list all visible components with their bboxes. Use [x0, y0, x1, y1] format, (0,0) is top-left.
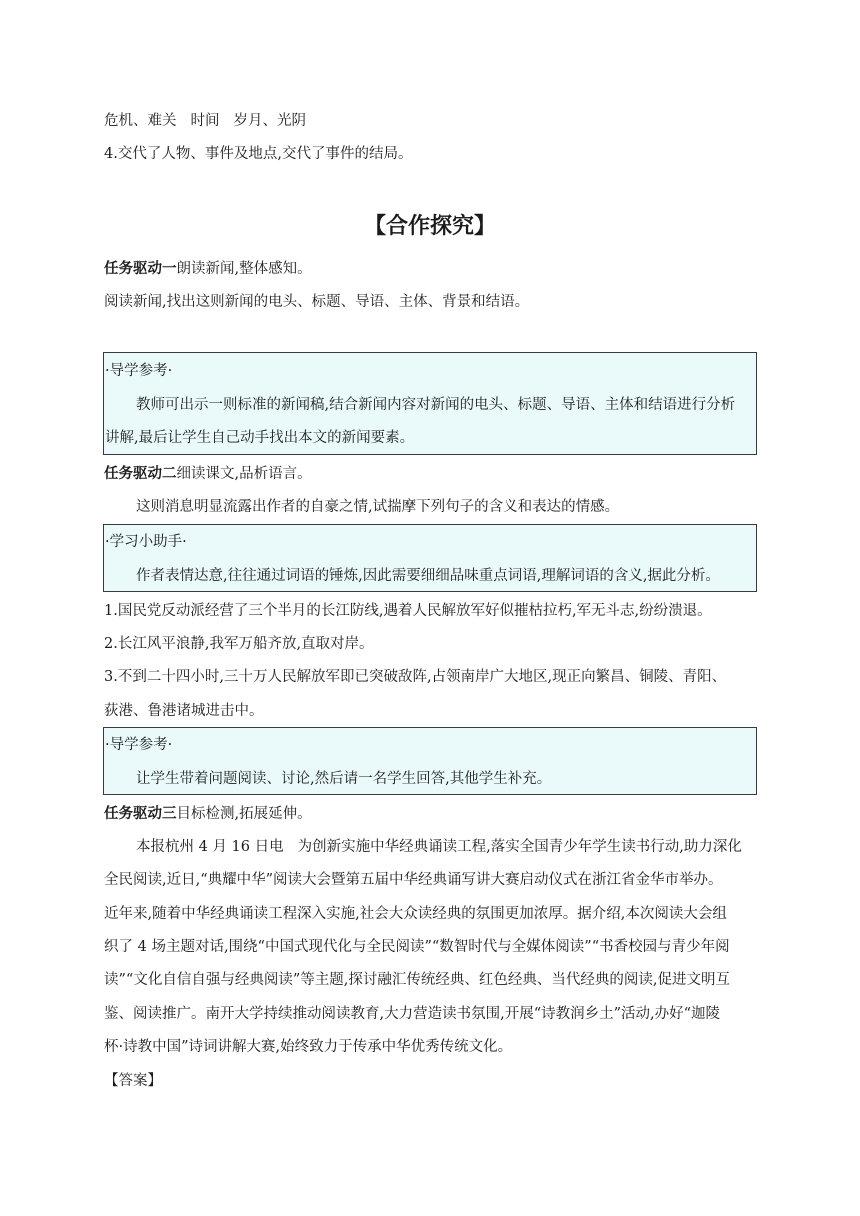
word-group-3: 岁月、光阴	[233, 113, 306, 129]
section-title: 【合作探究】	[363, 214, 496, 239]
sentence-2: 2.长江风平浪静,我军万船齐放,直取对岸。	[104, 636, 374, 652]
passage-line-1-text: 为创新实施中华经典诵读工程,落实全国青少年学生读书行动,助力深化	[297, 839, 742, 855]
passage-line-4: 织了 4 场主题对话,围绕“中国式现代化与全民阅读”“数智时代与全媒体阅读”“书香校园与青少年阅	[104, 939, 730, 955]
box-1-line-2: 讲解,最后让学生自己动手找出本文的新闻要素。	[105, 430, 415, 446]
passage-line-7: 杯·诗教中国”诗词讲解大赛,始终致力于传承中华优秀传统文化。	[104, 1039, 513, 1055]
box-1-title: ·导学参考·	[105, 363, 173, 379]
study-helper-box	[103, 524, 757, 592]
passage-dateline: 本报杭州 4 月 16 日电	[136, 839, 284, 855]
passage-line-1	[136, 837, 742, 857]
answer-label: 【答案】	[104, 1073, 162, 1089]
passage-line-2: 全民阅读,近日,“典耀中华”阅读大会暨第五届中华经典诵写讲大赛启动仪式在浙江省金华市举办。	[104, 872, 723, 888]
task-3-label: 任务驱动三	[104, 805, 177, 822]
word-group-1: 危机、难关	[104, 113, 177, 129]
task-3-text: 目标检测,拓展延伸。	[176, 806, 312, 822]
guide-reference-box-2	[103, 727, 757, 795]
box-1-line-1: 教师可出示一则标准的新闻稿,结合新闻内容对新闻的电头、标题、导语、主体和结语进行分析	[136, 397, 736, 413]
answer-line-words	[104, 111, 306, 131]
word-group-2: 时间	[190, 113, 220, 129]
box-2-line-1: 作者表情达意,往往通过词语的锤炼,因此需要细细品味重点词语,理解词语的含义,据此分析。	[136, 568, 720, 584]
sentence-3a: 3.不到二十四小时,三十万人民解放军即已突破敌阵,占领南岸广大地区,现正向繁昌、铜陵、青阳、	[104, 669, 727, 685]
answer-line-4: 4.交代了人物、事件及地点,交代了事件的结局。	[104, 146, 413, 162]
guide-reference-box-1	[103, 352, 757, 455]
passage-line-6: 鉴、阅读推广。南开大学持续推动阅读教育,大力营造读书氛围,开展“诗教润乡土”活动,办好“迦陵	[104, 1006, 721, 1022]
passage-line-5: 读”“文化自信自强与经典阅读”等主题,探讨融汇传统经典、红色经典、当代经典的阅读,促进文明互	[104, 972, 730, 988]
task-2	[104, 464, 312, 484]
task-2-text: 细读课文,品析语言。	[176, 466, 312, 482]
box-2-title: ·学习小助手·	[105, 534, 187, 550]
task-2-instruction: 这则消息明显流露出作者的自豪之情,试揣摩下列句子的含义和表达的情感。	[136, 499, 620, 515]
sentence-1: 1.国民党反动派经营了三个半月的长江防线,遇着人民解放军好似摧枯拉朽,军无斗志,纷纷溃退。	[104, 603, 712, 619]
task-1-instruction: 阅读新闻,找出这则新闻的电头、标题、导语、主体、背景和结语。	[104, 294, 530, 310]
passage-line-3: 近年来,随着中华经典诵读工程深入实施,社会大众读经典的氛围更加浓厚。据介绍,本次阅读大会组	[104, 906, 727, 922]
sentence-3b: 荻港、鲁港诸城进击中。	[104, 703, 264, 719]
task-1-label: 任务驱动一	[104, 260, 177, 277]
task-1	[104, 259, 312, 279]
box-3-line-1: 让学生带着问题阅读、讨论,然后请一名学生回答,其他学生补充。	[136, 771, 552, 787]
task-1-text: 朗读新闻,整体感知。	[176, 261, 312, 277]
task-3	[104, 804, 312, 824]
box-3-title: ·导学参考·	[105, 737, 173, 753]
task-2-label: 任务驱动二	[104, 465, 177, 482]
